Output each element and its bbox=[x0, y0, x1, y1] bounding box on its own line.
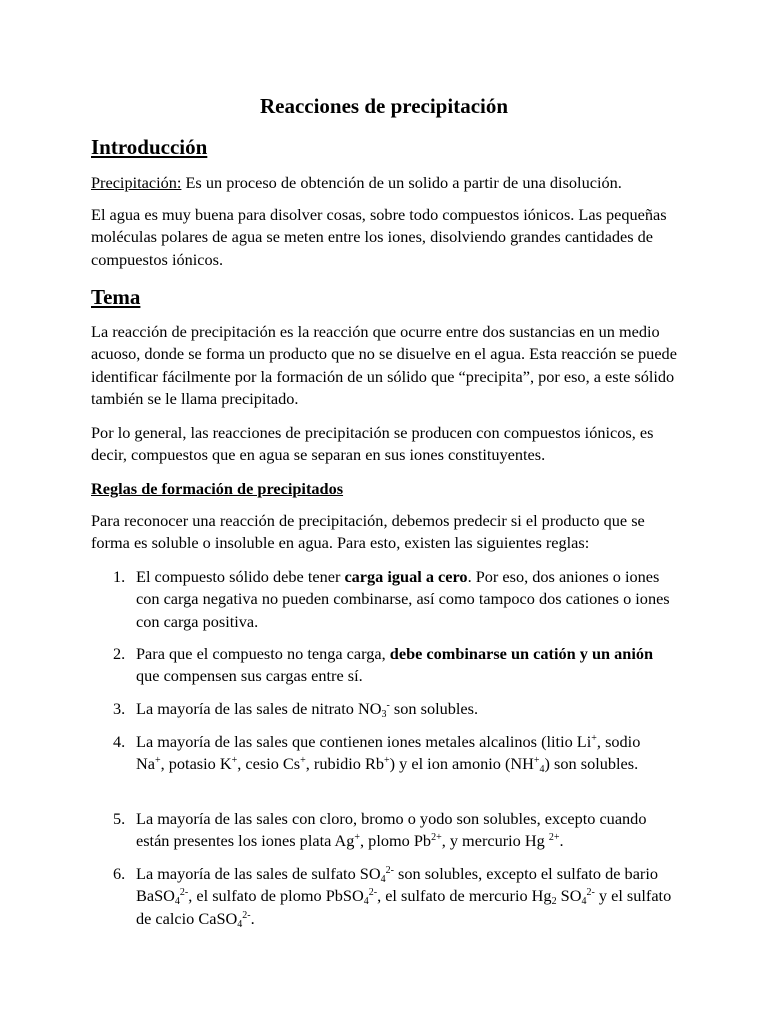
superscript: 2- bbox=[385, 865, 394, 876]
rule-text bbox=[136, 808, 673, 853]
rule-text-part: ) y el ion amonio (NH bbox=[389, 754, 534, 774]
rule-text-part: , el sulfato de plomo PbSO bbox=[188, 886, 364, 906]
subscript: 2 bbox=[551, 896, 557, 908]
rule-text-part: . bbox=[250, 908, 255, 928]
intro-paragraph: El agua es muy buena para disolver cosas, sobre todo compuestos iónicos. Las pequeñas moléculas polares de agua se meten entre los iones, disolviendo grandes cantidades de compuestos iónicos. bbox=[91, 205, 667, 269]
superscript: 2+ bbox=[431, 832, 442, 844]
subscript: 4 bbox=[237, 918, 243, 930]
superscript: + bbox=[231, 755, 238, 767]
rule-text-part: La mayoría de las sales de nitrato NO bbox=[136, 699, 382, 718]
list-number: 2. bbox=[113, 644, 126, 663]
subscript: 4 bbox=[174, 896, 180, 908]
rule-text-part: La mayoría de las sales con cloro, bromo o yodo son solubles, excepto cuando están presentes los iones plata Ag bbox=[136, 809, 647, 851]
tema-paragraph-2: Por lo general, las reacciones de precipitación se producen con compuestos iónicos, es decir, compuestos que en agua se separan en sus iones constituyentes. bbox=[91, 423, 654, 465]
rule-text-part: , plomo Pb bbox=[360, 831, 432, 851]
list-number: 4. bbox=[113, 732, 126, 751]
rule-item-3 bbox=[113, 698, 673, 720]
superscript: 2+ bbox=[548, 832, 560, 844]
rule-text-part: Para que el compuesto no tenga carga, bbox=[136, 644, 390, 663]
rule-emphasis: debe combinarse un catión y un anión bbox=[389, 644, 654, 663]
list-number: 5. bbox=[113, 809, 126, 828]
rule-text bbox=[136, 643, 673, 688]
rule-text-part: , cesio Cs bbox=[237, 754, 301, 774]
rule-text bbox=[136, 731, 673, 776]
superscript: + bbox=[591, 733, 597, 744]
rule-emphasis: carga igual a cero bbox=[344, 567, 468, 586]
rules-heading: Reglas de formación de precipitados bbox=[91, 479, 344, 498]
definition-text: Es un proceso de obtención de un solido a partir de una disolución. bbox=[181, 173, 622, 192]
rules-intro-paragraph: Para reconocer una reacción de precipitación, debemos predecir si el producto que se forma es soluble o insoluble en agua. Para esto, existen las siguientes reglas: bbox=[91, 511, 645, 553]
rule-text-part: , el sulfato de mercurio Hg bbox=[377, 886, 552, 906]
list-number: 1. bbox=[113, 567, 126, 586]
tema-paragraph-1: La reacción de precipitación es la reacción que ocurre entre dos sustancias en un medio acuoso, donde se forma un producto que no se disuelve en el agua. Esta reacción se puede identificar fácilmente por la formación de un sólido que “precipita”, por eso, a este sólido también se le llama precipitado. bbox=[91, 322, 677, 408]
document-title: Reacciones de precipitación bbox=[259, 94, 509, 118]
rule-text-part: . bbox=[559, 831, 564, 851]
subscript: 4 bbox=[581, 896, 587, 908]
rule-item-1 bbox=[113, 566, 673, 633]
superscript: - bbox=[386, 700, 390, 711]
rule-text bbox=[136, 863, 673, 930]
list-number: 3. bbox=[113, 699, 126, 718]
rule-text bbox=[136, 698, 673, 720]
rule-text-part: ) son solubles. bbox=[544, 754, 639, 774]
tema-heading: Tema bbox=[91, 285, 141, 309]
superscript: 2- bbox=[242, 909, 251, 921]
rule-text-part: , y mercurio Hg bbox=[441, 831, 549, 851]
definition-term: Precipitación: bbox=[91, 173, 182, 192]
rule-item-5 bbox=[113, 808, 673, 853]
superscript: + bbox=[354, 832, 361, 844]
rule-item-2 bbox=[113, 643, 673, 688]
rule-text-part: son solubles, excepto el sulfato de bario BaSO bbox=[136, 864, 659, 906]
rule-text-part: y el sulfato de calcio CaSO bbox=[136, 886, 672, 928]
subscript: 4 bbox=[380, 874, 386, 885]
superscript: 2- bbox=[368, 887, 378, 899]
rule-item-6 bbox=[113, 863, 673, 930]
subscript: 3 bbox=[381, 709, 387, 720]
superscript: + bbox=[154, 755, 161, 767]
rule-text-part: El compuesto sólido debe tener bbox=[136, 567, 345, 586]
rule-text-part: , rubidio Rb bbox=[305, 754, 385, 774]
superscript: + bbox=[300, 755, 306, 767]
subscript: 4 bbox=[539, 764, 545, 776]
rule-text bbox=[136, 566, 673, 633]
superscript: 2- bbox=[179, 887, 189, 899]
superscript: 2- bbox=[586, 887, 595, 899]
superscript: + bbox=[533, 755, 540, 767]
subscript: 4 bbox=[363, 896, 369, 908]
list-number: 6. bbox=[113, 864, 126, 883]
rule-text-part: son solubles. bbox=[389, 699, 479, 718]
rule-text-part: La mayoría de las sales que contienen iones metales alcalinos (litio Li bbox=[136, 732, 592, 751]
rule-text-part: La mayoría de las sales de sulfato SO bbox=[136, 864, 381, 883]
rule-text-part: SO bbox=[556, 886, 582, 906]
rule-text-part: , sodio Na bbox=[136, 732, 641, 774]
intro-definition bbox=[91, 172, 681, 194]
intro-heading: Introducción bbox=[91, 135, 208, 159]
rule-item-4 bbox=[113, 731, 673, 776]
rule-text-part: . Por eso, dos aniones o iones con carga negativa no pueden combinarse, así como tampoco dos cationes o iones con carga positiva. bbox=[136, 567, 670, 631]
rule-text-part: , potasio K bbox=[160, 754, 232, 774]
superscript: + bbox=[384, 755, 390, 767]
rule-text-part: que compensen sus cargas entre sí. bbox=[136, 666, 363, 686]
